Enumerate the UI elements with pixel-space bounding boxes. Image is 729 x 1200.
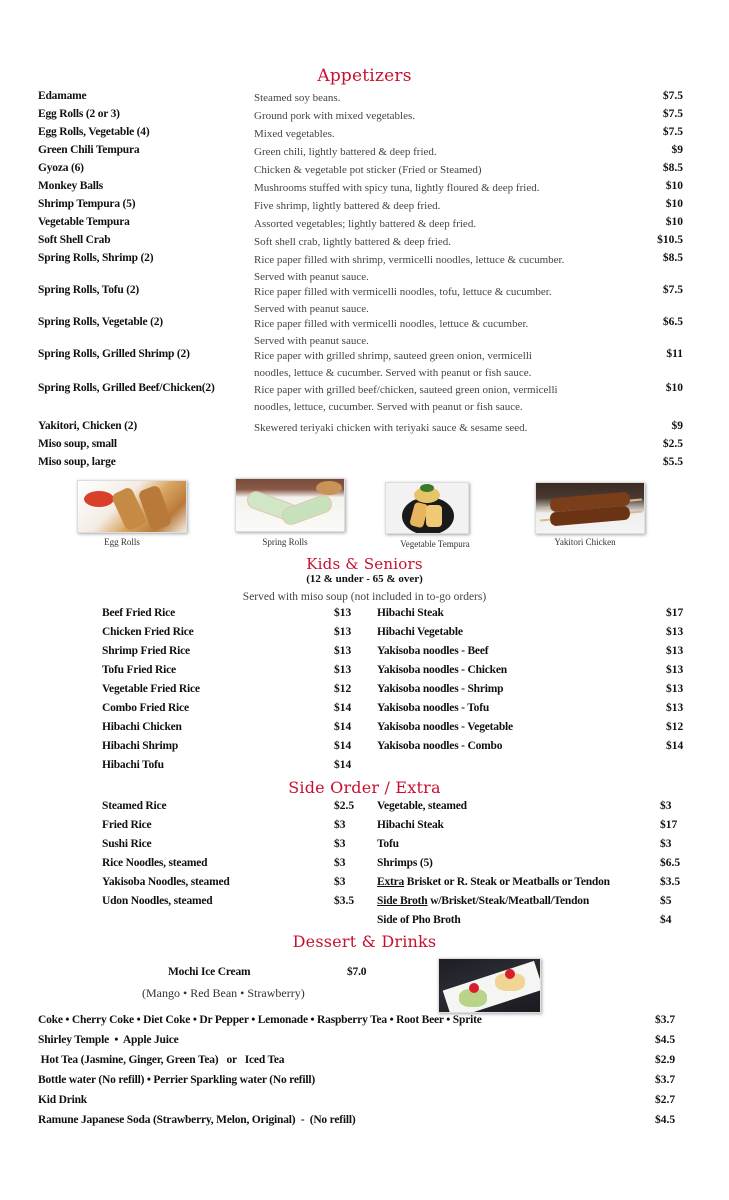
item-price: $6.5	[660, 857, 681, 869]
item-price: $10	[665, 382, 683, 394]
item-name-prefix: Extra	[377, 876, 405, 888]
item-name: Spring Rolls, Shrimp (2)	[38, 252, 154, 264]
item-price: $14	[334, 721, 352, 733]
item-price: $7.5	[662, 90, 683, 102]
item-name: Yakitori, Chicken (2)	[38, 420, 137, 432]
drink-price: $3.7	[655, 1014, 676, 1026]
item-description: noodles, lettuce, cucumber. Served with peanut or fish sauce.	[254, 401, 523, 413]
item-name: Vegetable Tempura	[38, 216, 130, 228]
item-description: Rice paper filled with vermicelli noodles, lettuce & cucumber.	[254, 318, 529, 330]
item-description: Served with peanut sauce.	[254, 271, 369, 283]
drink-price: $4.5	[655, 1034, 676, 1046]
item-name: Hibachi Steak	[377, 607, 444, 619]
item-price: $12	[666, 721, 684, 733]
item-description: Rice paper with grilled shrimp, sauteed green onion, vermicelli	[254, 350, 532, 362]
item-price: $3.5	[660, 876, 681, 888]
spring-rolls-photo	[235, 478, 345, 532]
item-description: Mushrooms stuffed with spicy tuna, lightly floured & deep fried.	[254, 182, 540, 194]
item-name: Egg Rolls (2 or 3)	[38, 108, 120, 120]
item-name: Vegetable Fried Rice	[102, 683, 200, 695]
item-price: $14	[334, 740, 352, 752]
item-price: $13	[334, 645, 352, 657]
item-description: noodles, lettuce & cucumber. Served with peanut or fish sauce.	[254, 367, 532, 379]
menu-item	[0, 216, 729, 233]
item-price: $13	[334, 626, 352, 638]
item-name: Hibachi Chicken	[102, 721, 182, 733]
item-name: Yakisoba noodles - Chicken	[377, 664, 507, 676]
photo-caption: Yakitori Chicken	[554, 537, 616, 547]
item-price: $9	[671, 420, 683, 432]
item-name	[377, 876, 610, 888]
item-price: $7.5	[662, 126, 683, 138]
item-name: Edamame	[38, 90, 87, 102]
item-name: Shrimps (5)	[377, 857, 433, 869]
item-description: Rice paper filled with shrimp, vermicelli noodles, lettuce & cucumber.	[254, 254, 565, 266]
item-description: Skewered teriyaki chicken with teriyaki sauce & sesame seed.	[254, 422, 528, 434]
egg-rolls-photo	[77, 480, 187, 533]
item-name: Side of Pho Broth	[377, 914, 461, 926]
menu-item	[0, 144, 729, 161]
menu-item	[0, 234, 729, 251]
section-title-side-order: Side Order / Extra	[288, 778, 441, 797]
item-name: Green Chili Tempura	[38, 144, 140, 156]
item-name: Egg Rolls, Vegetable (4)	[38, 126, 150, 138]
item-price: $2.5	[334, 800, 355, 812]
menu-item	[0, 456, 729, 473]
mochi-flavors: (Mango • Red Bean • Strawberry)	[142, 986, 305, 1000]
item-price: $8.5	[662, 162, 683, 174]
photo-caption: Vegetable Tempura	[400, 539, 470, 549]
section-title-appetizers: Appetizers	[317, 66, 412, 86]
item-name: Shrimp Tempura (5)	[38, 198, 136, 210]
item-description: Chicken & vegetable pot sticker (Fried or Steamed)	[254, 164, 482, 176]
item-description: Mixed vegetables.	[254, 128, 335, 140]
item-price: $10	[665, 198, 683, 210]
item-description: Served with peanut sauce.	[254, 335, 369, 347]
item-price: $12	[334, 683, 352, 695]
item-name-prefix: Side Broth	[377, 895, 428, 907]
item-price: $14	[334, 759, 352, 771]
drink-name: Hot Tea (Jasmine, Ginger, Green Tea) or Iced Tea	[38, 1054, 285, 1066]
item-description: Steamed soy beans.	[254, 92, 341, 104]
menu-item	[0, 162, 729, 179]
menu-item	[0, 90, 729, 107]
mochi-ice-cream-photo	[438, 958, 541, 1013]
item-price: $14	[334, 702, 352, 714]
item-name: Spring Rolls, Tofu (2)	[38, 284, 140, 296]
item-name: Steamed Rice	[102, 800, 167, 812]
item-price: $6.5	[662, 316, 683, 328]
item-price: $9	[671, 144, 683, 156]
menu-item	[0, 108, 729, 125]
item-name: Hibachi Shrimp	[102, 740, 179, 752]
item-name: Yakisoba noodles - Tofu	[377, 702, 490, 714]
item-description: Rice paper with grilled beef/chicken, sauteed green onion, vermicelli	[254, 384, 558, 396]
item-description: Ground pork with mixed vegetables.	[254, 110, 415, 122]
item-name: Spring Rolls, Vegetable (2)	[38, 316, 163, 328]
item-price: $3	[334, 838, 346, 850]
item-name: Gyoza (6)	[38, 162, 84, 174]
item-name: Shrimp Fried Rice	[102, 645, 190, 657]
drink-name: Ramune Japanese Soda (Strawberry, Melon, Original) - (No refill)	[38, 1114, 356, 1126]
item-price: $13	[334, 607, 352, 619]
item-name	[377, 895, 589, 907]
section-title-kids-seniors: Kids & Seniors	[306, 555, 423, 573]
item-price: $3	[660, 838, 672, 850]
item-price: $10	[665, 180, 683, 192]
item-description: Soft shell crab, lightly battered & deep fried.	[254, 236, 452, 248]
item-name-rest: Brisket or R. Steak or Meatballs or Tendon	[404, 876, 610, 888]
item-price: $14	[666, 740, 684, 752]
item-price: $5	[660, 895, 672, 907]
item-name: Yakisoba noodles - Combo	[377, 740, 503, 752]
menu-item	[0, 284, 729, 315]
menu-item	[0, 438, 729, 455]
item-price: $13	[334, 664, 352, 676]
item-name: Spring Rolls, Grilled Shrimp (2)	[38, 348, 190, 360]
drink-name: Kid Drink	[38, 1094, 88, 1106]
drink-name: Bottle water (No refill) • Perrier Sparkling water (No refill)	[38, 1074, 316, 1086]
drink-price: $3.7	[655, 1074, 676, 1086]
item-price: $3	[334, 857, 346, 869]
menu-item	[0, 420, 729, 437]
item-name: Udon Noodles, steamed	[102, 895, 213, 907]
drink-price: $2.7	[655, 1094, 676, 1106]
item-description: Five shrimp, lightly battered & deep fried.	[254, 200, 441, 212]
item-price: $13	[666, 683, 684, 695]
item-name: Beef Fried Rice	[102, 607, 175, 619]
item-name: Yakisoba noodles - Beef	[377, 645, 489, 657]
item-name: Yakisoba noodles - Vegetable	[377, 721, 513, 733]
item-name: Sushi Rice	[102, 838, 152, 850]
item-price: $7.5	[662, 108, 683, 120]
item-name: Yakisoba noodles - Shrimp	[377, 683, 504, 695]
item-price: $8.5	[662, 252, 683, 264]
item-name: Miso soup, large	[38, 456, 116, 468]
drink-price: $2.9	[655, 1054, 676, 1066]
item-price: $13	[666, 702, 684, 714]
item-name: Yakisoba Noodles, steamed	[102, 876, 230, 888]
menu-item	[0, 198, 729, 215]
item-name: Tofu	[377, 838, 399, 850]
photo-caption: Spring Rolls	[262, 537, 308, 547]
menu-item	[0, 382, 729, 413]
drink-price: $4.5	[655, 1114, 676, 1126]
item-name: Hibachi Steak	[377, 819, 444, 831]
item-price: $4	[660, 914, 672, 926]
item-name: Combo Fried Rice	[102, 702, 189, 714]
item-name: Spring Rolls, Grilled Beef/Chicken(2)	[38, 382, 215, 394]
section-title-dessert-drinks: Dessert & Drinks	[292, 932, 437, 951]
menu-item	[0, 348, 729, 379]
item-price: $3.5	[334, 895, 355, 907]
item-description: Rice paper filled with vermicelli noodles, tofu, lettuce & cucumber.	[254, 286, 552, 298]
item-price: $17	[666, 607, 684, 619]
item-name-rest: w/Brisket/Steak/Meatball/Tendon	[427, 895, 590, 907]
item-name: Vegetable, steamed	[377, 800, 467, 812]
item-name: Rice Noodles, steamed	[102, 857, 208, 869]
mochi-price: $7.0	[347, 966, 367, 978]
item-name: Tofu Fried Rice	[102, 664, 176, 676]
drink-name: Shirley Temple • Apple Juice	[38, 1034, 179, 1046]
kids-age-range: (12 & under - 65 & over)	[306, 573, 423, 585]
item-price: $10.5	[657, 234, 683, 246]
menu-item	[0, 316, 729, 347]
item-name: Monkey Balls	[38, 180, 104, 192]
photo-caption: Egg Rolls	[104, 537, 140, 547]
item-price: $3	[660, 800, 672, 812]
item-price: $13	[666, 664, 684, 676]
menu-item	[0, 180, 729, 197]
item-price: $3	[334, 819, 346, 831]
item-price: $13	[666, 645, 684, 657]
item-description: Assorted vegetables; lightly battered & deep fried.	[254, 218, 477, 230]
item-name: Miso soup, small	[38, 438, 117, 450]
item-price: $13	[666, 626, 684, 638]
item-price: $7.5	[662, 284, 683, 296]
item-name: Soft Shell Crab	[38, 234, 111, 246]
item-name: Fried Rice	[102, 819, 152, 831]
mochi-name: Mochi Ice Cream	[168, 966, 251, 978]
item-price: $3	[334, 876, 346, 888]
menu-item	[0, 252, 729, 283]
item-name: Hibachi Vegetable	[377, 626, 463, 638]
item-price: $5.5	[662, 456, 683, 468]
item-price: $10	[665, 216, 683, 228]
drink-name: Coke • Cherry Coke • Diet Coke • Dr Pepper • Lemonade • Raspberry Tea • Root Beer • Sprite	[38, 1014, 482, 1026]
yakitori-chicken-photo	[535, 482, 645, 534]
item-name: Hibachi Tofu	[102, 759, 164, 771]
item-price: $11	[666, 348, 683, 360]
item-price: $17	[660, 819, 678, 831]
vegetable-tempura-photo	[385, 482, 469, 534]
kids-note: Served with miso soup (not included in to-go orders)	[242, 591, 487, 603]
item-description: Green chili, lightly battered & deep fried.	[254, 146, 437, 158]
menu-item	[0, 126, 729, 143]
item-price: $2.5	[662, 438, 683, 450]
item-name: Chicken Fried Rice	[102, 626, 194, 638]
item-description: Served with peanut sauce.	[254, 303, 369, 315]
